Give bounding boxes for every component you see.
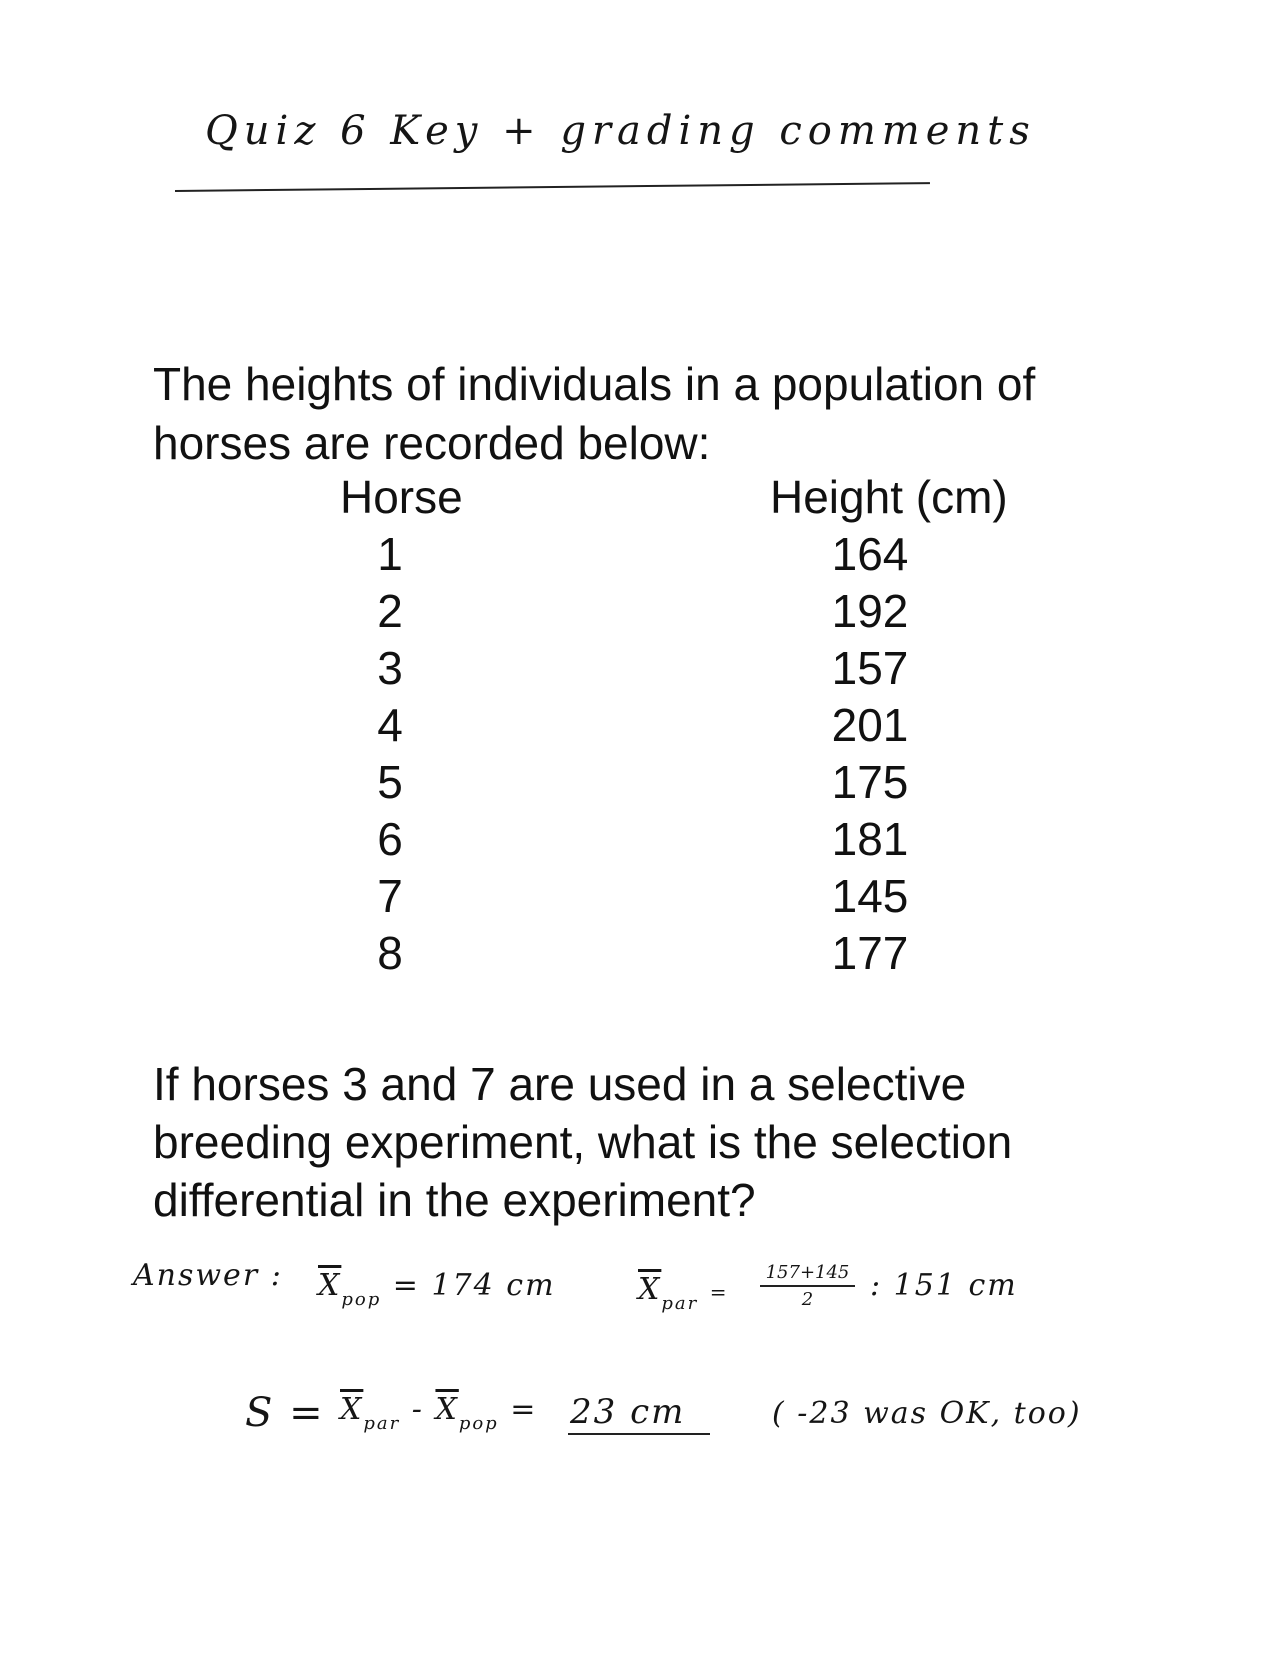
table-row-height: 192 <box>831 585 909 637</box>
s-xpar-symbol: $\overline{X}$ <box>340 1392 364 1427</box>
s-expression <box>340 1392 537 1434</box>
s-xpop-symbol: $\overline{X}$ <box>435 1392 459 1427</box>
xpar-equals: = <box>709 1280 729 1304</box>
table-row-horse: 3 <box>377 642 403 694</box>
table-row-horse: 2 <box>377 585 403 637</box>
table-row-height: 175 <box>831 756 909 808</box>
table-row-height: 164 <box>831 528 909 580</box>
question-text: If horses 3 and 7 are used in a selective breeding experiment, what is the selection differential in the experiment? <box>153 1058 1013 1226</box>
table-row-height: 145 <box>831 870 909 922</box>
answer-label: Answer : <box>133 1258 283 1293</box>
table-row-horse: 4 <box>377 699 403 751</box>
table-row-height: 201 <box>831 699 909 751</box>
s-comment: ( -23 was OK, too) <box>772 1396 1082 1431</box>
s-xpop-subscript: pop <box>458 1413 499 1434</box>
fraction-denominator: 2 <box>801 1289 814 1310</box>
xpar-symbol: $\overline{X}$ <box>638 1272 662 1307</box>
table-row-height: 177 <box>831 927 909 979</box>
table-row-height: 181 <box>831 813 909 865</box>
s-xpar-subscript: par <box>363 1413 401 1434</box>
header-horse: Horse <box>340 471 463 523</box>
s-minus: - <box>411 1392 424 1427</box>
s-result: 23 cm <box>570 1392 686 1432</box>
table-row-horse: 5 <box>377 756 403 808</box>
page-title: Quiz 6 Key + grading comments <box>205 108 1036 154</box>
xpar-mean <box>638 1272 729 1314</box>
s-label: S = <box>245 1390 325 1436</box>
xpar-result: : 151 cm <box>870 1268 1018 1303</box>
s-equals: = <box>510 1392 538 1427</box>
table-row-height: 157 <box>831 642 909 694</box>
xpop-symbol: $\overline{X}$ <box>318 1268 342 1303</box>
xpop-value: = 174 cm <box>392 1268 556 1303</box>
intro-text: The heights of individuals in a population of horses are recorded below: <box>153 358 1036 469</box>
table-row-horse: 1 <box>377 528 403 580</box>
xpop-subscript: pop <box>341 1289 382 1310</box>
table-row-horse: 7 <box>377 870 403 922</box>
title-underline <box>175 182 930 192</box>
s-result-underline <box>568 1433 710 1435</box>
table-row-horse: 8 <box>377 927 403 979</box>
table-row-horse: 6 <box>377 813 403 865</box>
fraction-numerator: 157+145 <box>760 1262 855 1287</box>
xpop-mean <box>318 1268 556 1310</box>
xpar-fraction <box>760 1262 855 1310</box>
header-height: Height (cm) <box>770 471 1008 523</box>
xpar-subscript: par <box>661 1293 699 1314</box>
